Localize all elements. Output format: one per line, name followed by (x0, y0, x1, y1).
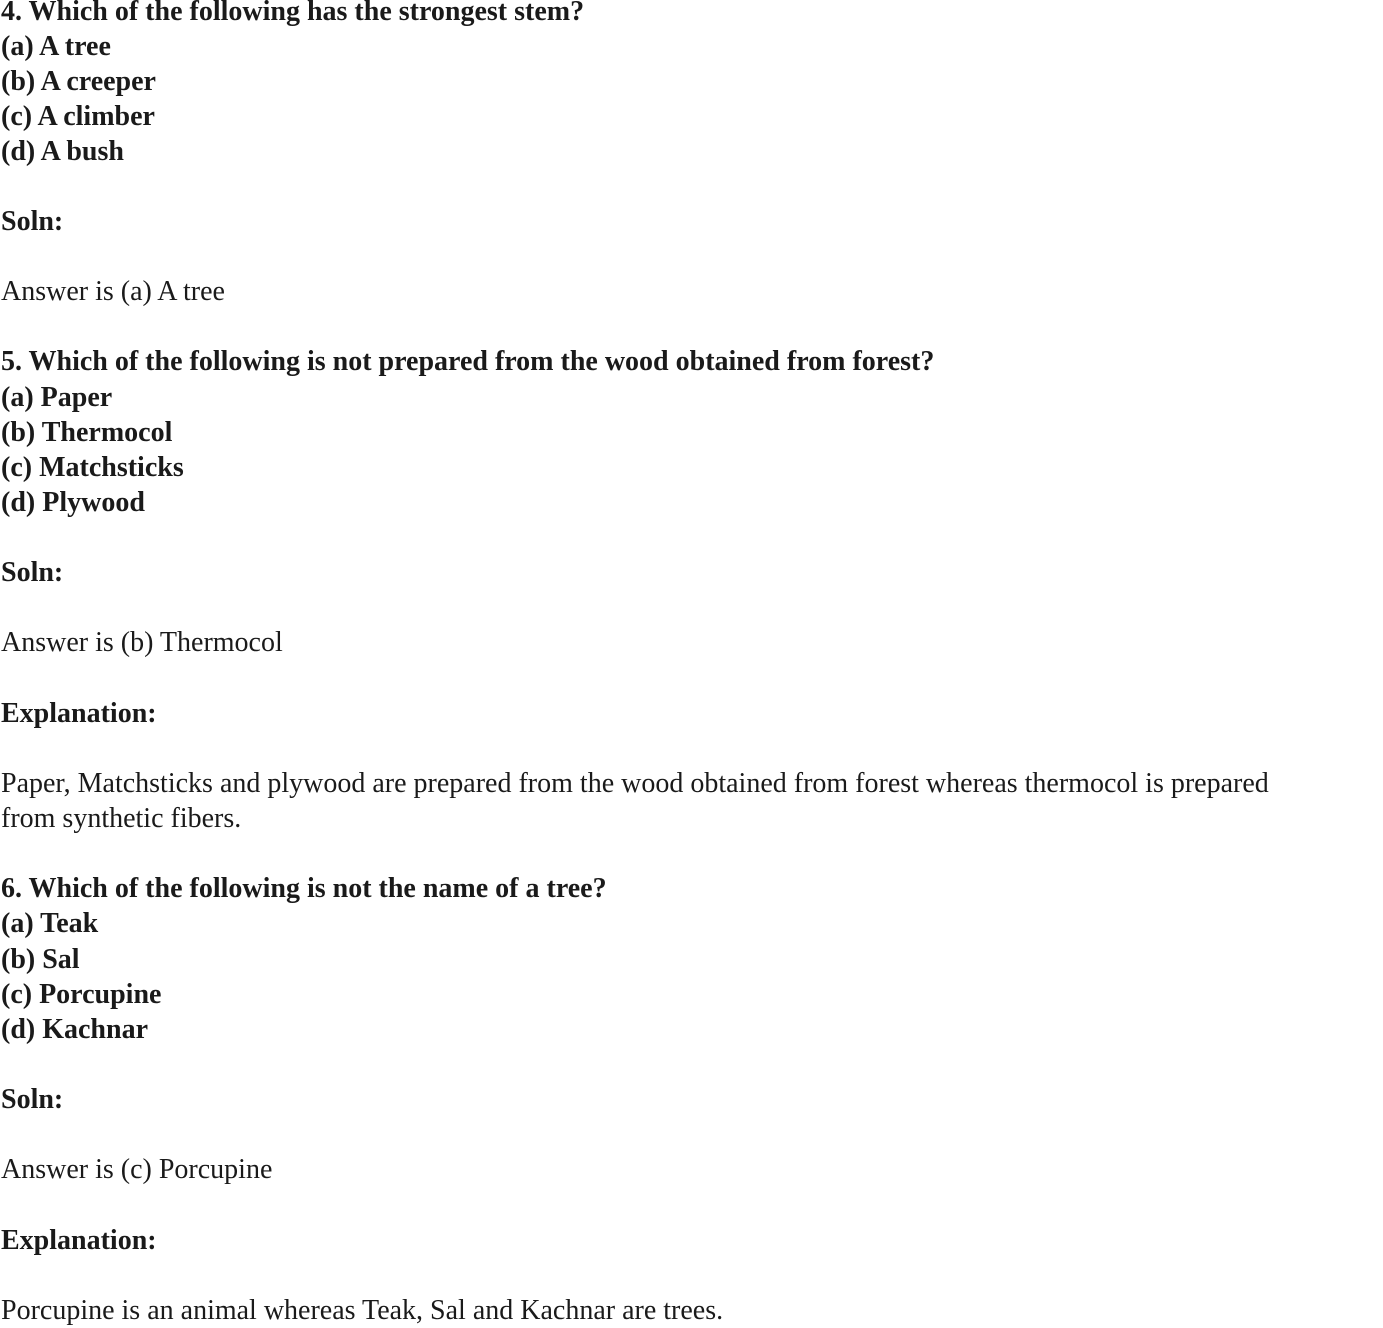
question-6-soln-label: Soln: (1, 1084, 64, 1115)
question-4-option-b: (b) A creeper (1, 66, 156, 97)
question-5-answer: Answer is (b) Thermocol (1, 627, 283, 658)
question-4-option-a: (a) A tree (1, 31, 111, 62)
question-4-option-d: (d) A bush (1, 136, 124, 167)
question-6-option-a: (a) Teak (1, 908, 99, 939)
question-5-explanation-label: Explanation: (1, 698, 157, 729)
question-6-explanation-label: Explanation: (1, 1225, 157, 1256)
question-5-option-d: (d) Plywood (1, 487, 145, 518)
question-5-explanation-line-1: Paper, Matchsticks and plywood are prepared from the wood obtained from forest whereas thermocol is prepared (1, 768, 1269, 799)
question-6-option-b: (b) Sal (1, 944, 80, 975)
question-4-answer: Answer is (a) A tree (1, 276, 225, 307)
question-5-option-b: (b) Thermocol (1, 417, 173, 448)
question-5-explanation-line-2: from synthetic fibers. (1, 803, 242, 834)
question-6-answer: Answer is (c) Porcupine (1, 1154, 273, 1185)
question-4-title: 4. Which of the following has the strongest stem? (1, 0, 585, 27)
question-6-explanation-line-1: Porcupine is an animal whereas Teak, Sal and Kachnar are trees. (1, 1295, 724, 1326)
question-5-option-c: (c) Matchsticks (1, 452, 184, 483)
question-6-title: 6. Which of the following is not the name of a tree? (1, 873, 607, 904)
question-4-option-c: (c) A climber (1, 101, 155, 132)
question-4-soln-label: Soln: (1, 206, 64, 237)
question-6-option-d: (d) Kachnar (1, 1014, 148, 1045)
question-6-option-c: (c) Porcupine (1, 979, 162, 1010)
question-5-soln-label: Soln: (1, 557, 64, 588)
question-5-title: 5. Which of the following is not prepared from the wood obtained from forest? (1, 346, 935, 377)
question-5-option-a: (a) Paper (1, 382, 113, 413)
